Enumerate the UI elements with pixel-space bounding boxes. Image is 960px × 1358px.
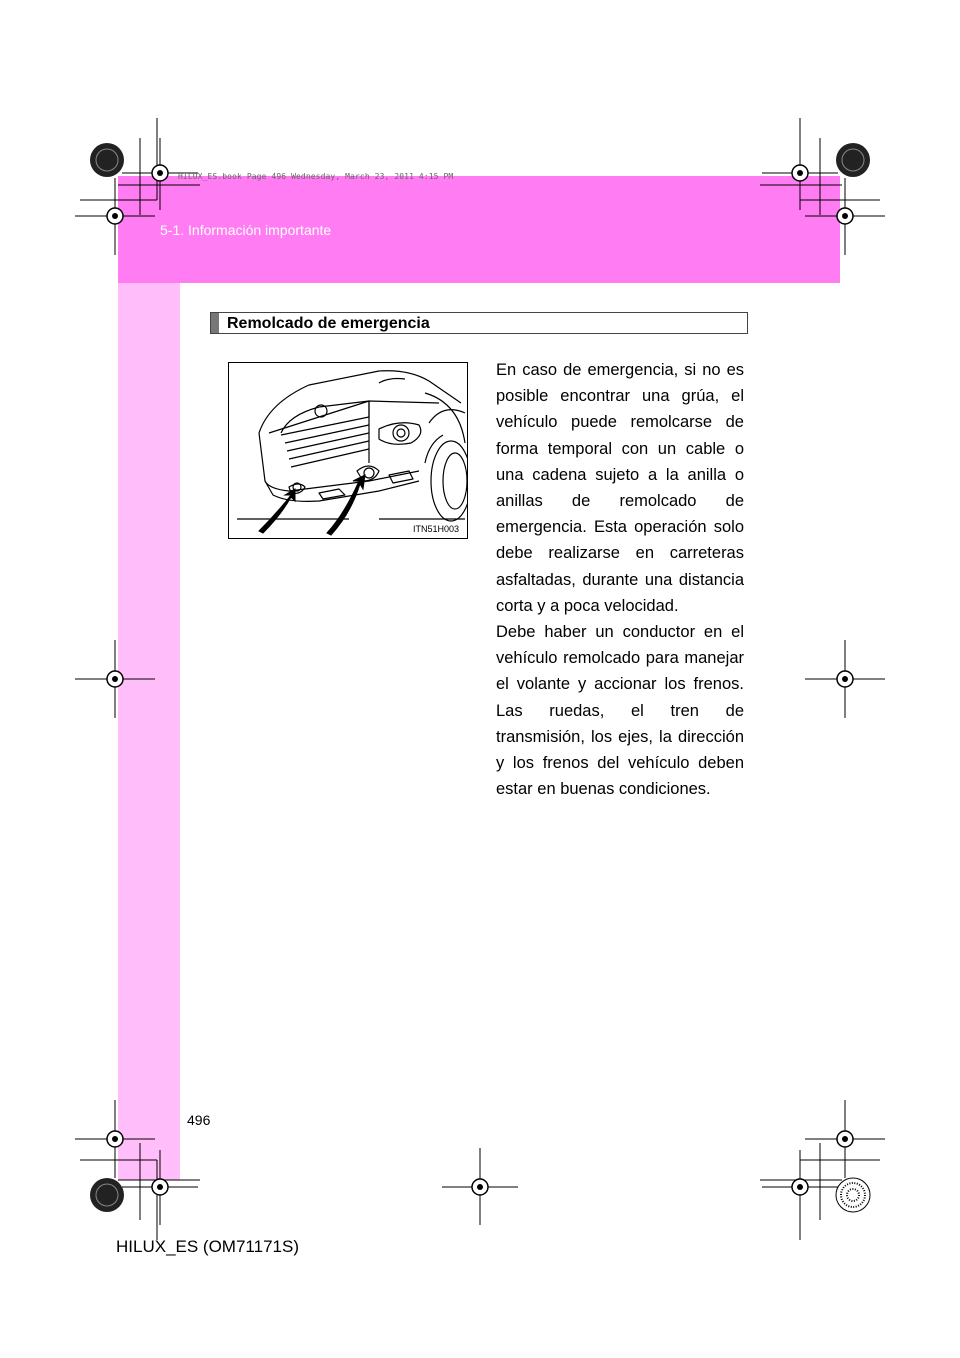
tow-hook-illustration (228, 362, 468, 539)
print-slug: HILUX_ES.book Page 496 Wednesday, March 23, 2011 4:15 PM (178, 172, 454, 181)
footer-model: HILUX_ES (OM71171S) (116, 1237, 299, 1256)
body-text (496, 357, 744, 802)
paragraph-towing-conditions: En caso de emergencia, si no es posible encontrar una grúa, el vehículo puede remolcarse de forma temporal con un cable o una cadena sujeto a la anilla o anillas de remolcado de emergencia. Esta operación solo debe realizarse en carreteras asfaltadas, durante una distancia corta y a poca velocidad. (496, 361, 744, 615)
section-heading-bar (210, 312, 748, 334)
section-heading: Remolcado de emergencia (227, 315, 430, 332)
figure-code: ITN51H003 (412, 524, 459, 534)
heading-accent (211, 313, 219, 333)
section-label: 5-1. Información importante (160, 222, 332, 238)
vehicle-front-drawing (229, 363, 467, 538)
page-number: 496 (187, 1112, 211, 1128)
paragraph-driver-requirements: Debe haber un conductor en el vehículo remolcado para manejar el volante y accionar los frenos. Las ruedas, el tren de transmisión, los ejes, la dirección y los frenos del vehículo deben estar en buenas condiciones. (496, 623, 744, 799)
